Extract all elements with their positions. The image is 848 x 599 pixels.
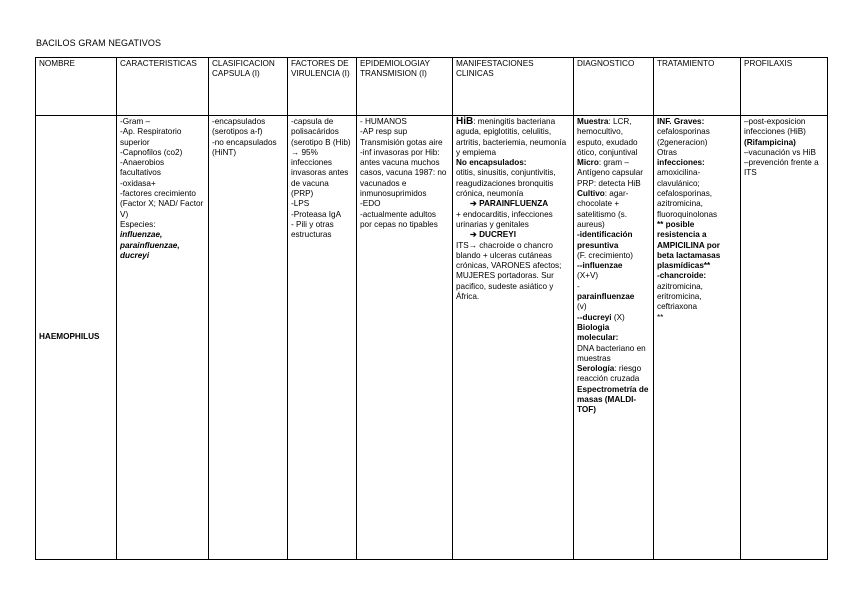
dash: -: [577, 281, 580, 291]
header-clasificacion: CLASIFICACION CAPSULA (I): [209, 58, 288, 116]
cell-manifestaciones: [453, 116, 574, 560]
vac-line: –vacunación vs HiB: [744, 147, 816, 157]
cell-tratamiento: [654, 116, 741, 560]
epi-line: -AP resp sup Transmisión gotas aire: [360, 127, 443, 147]
hib-text: : meningitis bacteriana aguda, epiglotitis, celulitis, artritis, bacteriemia, neumonía y empiema: [456, 117, 567, 157]
micro-label: Micro: [577, 158, 599, 168]
para-text: + endocarditis, infecciones urinarias y genitales: [456, 209, 553, 229]
ducreyi-label: ➔ DUCREYI: [470, 230, 516, 240]
factor-line: - Pili y otras estructuras: [291, 219, 334, 240]
bio-label: Biologia molecular:: [577, 322, 619, 343]
carac-line: -oxidasa+: [120, 178, 156, 188]
espec-label: Espectrometría de masas (MALDI-TOF): [577, 384, 649, 415]
para-label: parainfluenzae: [577, 292, 635, 302]
otras-text: Otras: [657, 147, 678, 157]
prev-line: –prevención frente a ITS: [744, 158, 819, 178]
carac-line: -Capnofilos (co2): [120, 147, 183, 157]
header-nombre: NOMBRE: [36, 58, 117, 116]
chancroide-label: -chancroide:: [657, 271, 707, 281]
header-caracteristicas: CARACTERISTICAS: [117, 58, 209, 116]
sero-text: : riesgo reacción cruzada: [577, 364, 642, 384]
factor-line: -Proteasa IgA: [291, 209, 342, 219]
muestra-text: : LCR, hemocultivo, esputo, exudado ótico, conjuntival: [577, 117, 638, 157]
cultivo-text: : agar- chocolate + satelitismo (s. aureus): [577, 189, 629, 229]
carac-line: -Ap. Respiratorio superior: [120, 127, 182, 147]
ducreyi-text: (X): [613, 312, 625, 322]
cell-profilaxis: [741, 116, 828, 560]
post-line: –post-exposicion infecciones (HiB): [744, 117, 806, 137]
species-item: parainfluenzae,: [120, 240, 180, 250]
hib-label: HiB: [456, 116, 474, 127]
otras-detail: amoxicilina- clavulánico; cefalosporinas, azitromicina, fluoroquinolonas: [657, 168, 718, 219]
graves-text: cefalosporinas (2generacion): [657, 127, 710, 147]
header-row: [36, 58, 828, 116]
carac-line: -Gram –: [120, 117, 151, 126]
tail-mark: **: [657, 312, 664, 322]
ident-text: (F. crecimiento): [577, 250, 633, 260]
carac-line: -Anaerobios facultativos: [120, 158, 165, 178]
infl-text: (X+V): [577, 271, 599, 281]
clasif-line: -no encapsulados (HiNT): [212, 137, 277, 157]
page-title: BACILOS GRAM NEGATIVOS: [36, 38, 162, 48]
header-diagnostico: DIAGNOSTICO: [574, 58, 654, 116]
graves-label: INF. Graves:: [657, 117, 705, 126]
cell-epidemiologia: [357, 116, 453, 560]
factor-line: -capsula de polisacáridos (serotipo B (Hib) → 95% infecciones invasoras antes de vacuna (PRP): [291, 117, 351, 199]
epi-line: -actualmente adultos por cepas no tipables: [360, 209, 438, 229]
species-item: ducreyi: [120, 250, 150, 260]
cultivo-label: Cultivo: [577, 189, 605, 199]
header-profilaxis: PROFILAXIS: [741, 58, 828, 116]
table-row: [36, 116, 828, 560]
cell-nombre: HAEMOPHILUS: [36, 116, 117, 560]
header-factores: FACTORES DE VIRULENCIA (I): [288, 58, 357, 116]
header-epidemiologia: EPIDEMIOLOGIAY TRANSMISION (I): [357, 58, 453, 116]
factor-line: -LPS: [291, 199, 310, 209]
para-label: ➔ PARAINFLUENZA: [470, 199, 549, 209]
cell-caracteristicas: [117, 116, 209, 560]
epi-line: - HUMANOS: [360, 117, 407, 126]
ducreyi-text: ITS→ chacroide o chancro blando + ulceras cutáneas crónicas, VARONES afectos; MUJERES portadoras. Sur pacifico, sudeste asiático y África.: [456, 240, 562, 302]
noenc-label: No encapsulados:: [456, 158, 527, 168]
sero-label: Serología: [577, 364, 615, 374]
header-tratamiento: TRATAMIENTO: [654, 58, 741, 116]
otras-label: infecciones:: [657, 158, 705, 168]
ducreyi-label: --ducreyi: [577, 312, 612, 322]
bio-text: DNA bacteriano en muestras: [577, 343, 646, 363]
cell-factores: [288, 116, 357, 560]
epi-line: -EDO: [360, 199, 381, 209]
muestra-label: Muestra: [577, 117, 609, 126]
chancroide-text: azitromicina, eritromicina, ceftriaxona: [657, 281, 703, 312]
micro-text: : gram – Antígeno capsular PRP: detecta HiB: [577, 158, 643, 188]
clasif-line: -encapsulados (serotipos a-f): [212, 117, 266, 137]
ident-label: -identificación presuntiva: [577, 230, 633, 250]
carac-line: Especies:: [120, 219, 156, 229]
cell-diagnostico: [574, 116, 654, 560]
infl-label: --influenzae: [577, 261, 623, 271]
rif-line: (Rifampicina): [744, 137, 796, 147]
carac-line: -factores crecimiento (Factor X; NAD/ Factor V): [120, 189, 204, 219]
resistance-alert: ** posible resistencia a AMPICILINA por beta lactamasas plasmídicas**: [657, 219, 721, 271]
cell-clasificacion: [209, 116, 288, 560]
header-manifestaciones: MANIFESTACIONES CLINICAS: [453, 58, 574, 116]
noenc-text: otitis, sinusitis, conjuntivitis, reagudizaciones bronquitis crónica, neumonía: [456, 168, 556, 199]
epi-line: -inf invasoras por Hib: antes vacuna muchos casos, vacuna 1987: no vacunados e inmunosuprimidos: [360, 147, 447, 199]
bacilos-table: [35, 57, 828, 560]
para-text: (v): [577, 302, 587, 312]
species-item: influenzae,: [120, 230, 163, 240]
